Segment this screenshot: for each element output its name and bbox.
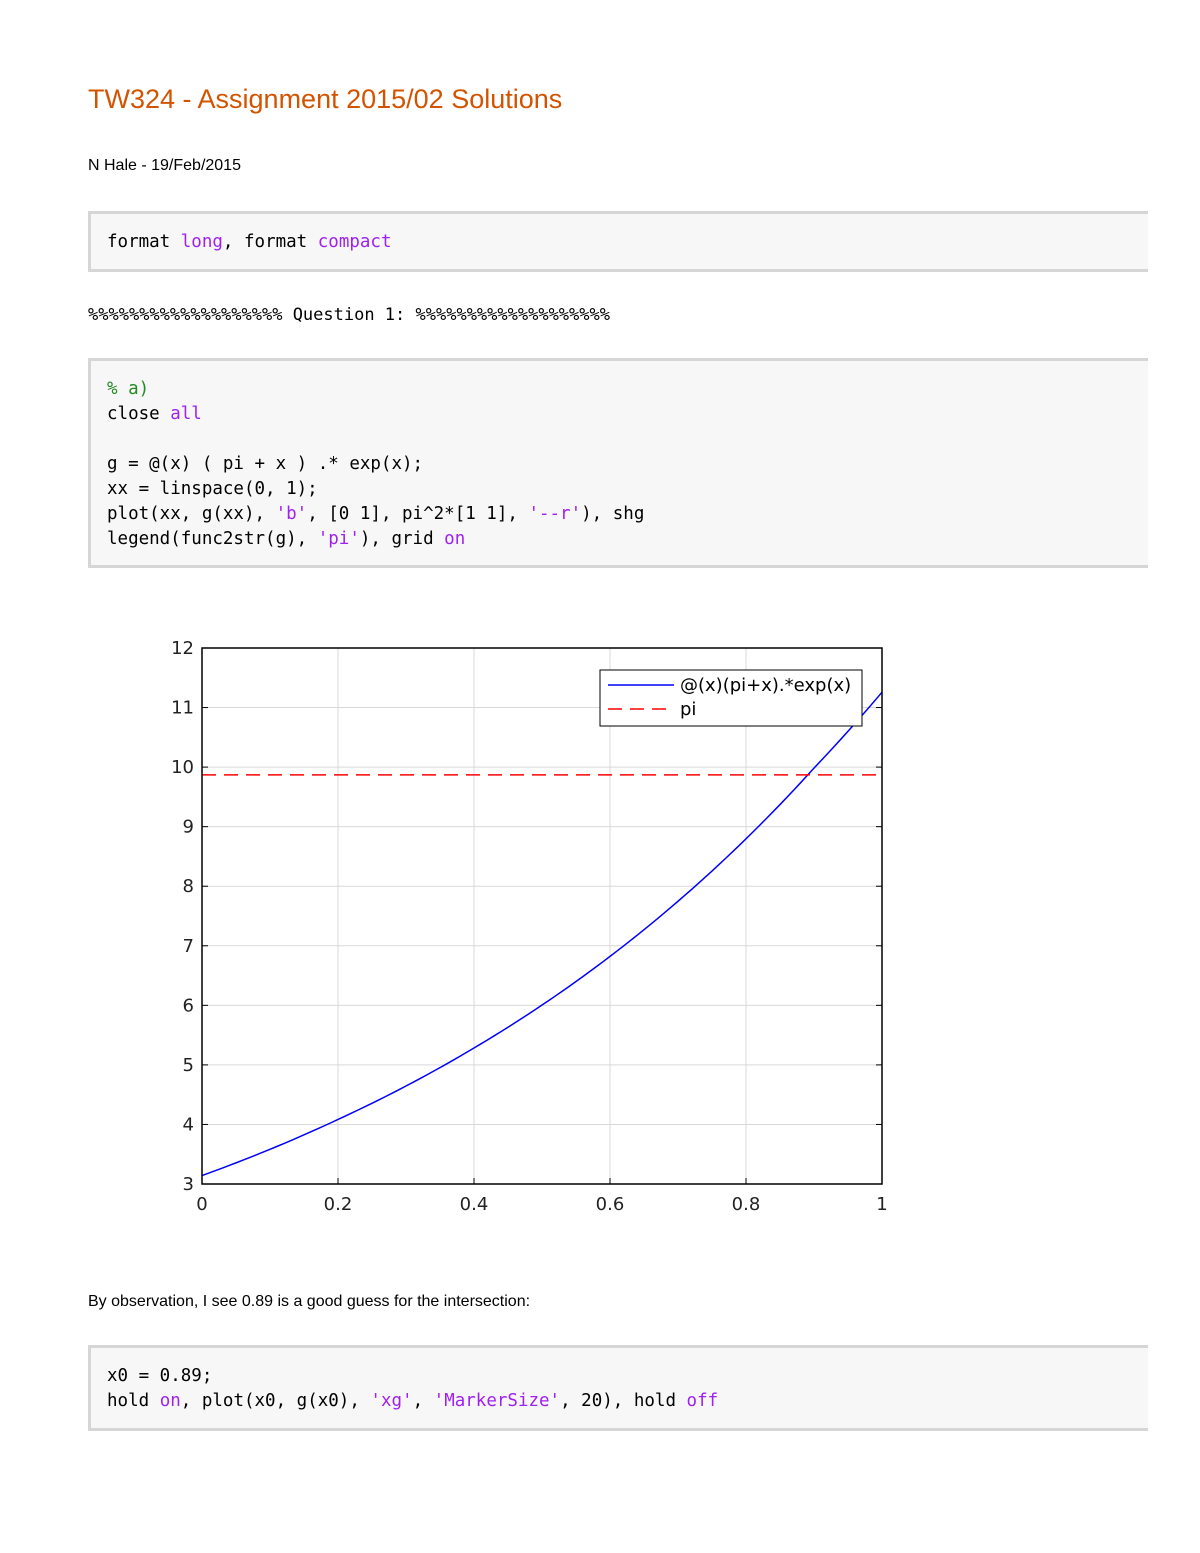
code-line: xx = linspace(0, 1); [107,479,318,499]
code-text: , plot(x0, g(x0), [180,1391,371,1411]
code-string: 'MarkerSize' [433,1391,561,1411]
question-header: %%%%%%%%%%%%%%%%%%% Question 1: %%%%%%%%%%%%%%%%%%% [88,305,610,325]
y-tick-label: 7 [182,935,194,957]
page-title: TW324 - Assignment 2015/02 Solutions [88,84,563,114]
y-tick-label: 4 [182,1114,194,1136]
y-tick-label: 12 [171,638,194,659]
code-text: ), shg [581,504,645,524]
legend [600,670,862,726]
code-text: , format [222,232,318,252]
legend-label-series-2: pi [680,699,697,720]
x-tick-label: 0 [196,1194,208,1215]
code-text: , 20), hold [560,1391,687,1411]
x-tick-label: 0.4 [459,1194,489,1215]
y-tick-label: 5 [182,1054,194,1076]
code-text: ), grid [359,529,445,549]
code-text: , [0 1], pi^2*[1 1], [307,504,529,524]
code-block-plot [88,358,1148,568]
code-keyword: long [180,232,223,252]
code-text: close [107,404,171,424]
x-tick-label: 0.2 [323,1194,353,1215]
code-keyword: on [159,1391,181,1411]
y-tick-label: 10 [171,757,194,779]
code-string: 'pi' [317,529,360,549]
y-tick-label: 3 [182,1174,194,1195]
y-tick-label: 8 [182,876,194,898]
y-tick-label: 9 [182,816,194,838]
line-chart [150,630,910,1230]
code-text: legend(func2str(g), [107,529,318,549]
code-block-format [88,211,1148,272]
plot-area [202,648,882,1184]
code-text: format [107,232,181,252]
legend-label-series-1: @(x)(pi+x).*exp(x) [680,675,852,696]
code-line: x0 = 0.89; [107,1366,213,1386]
code-line: g = @(x) ( pi + x ) .* exp(x); [107,454,424,474]
code-text: hold [107,1391,160,1411]
x-tick-label: 1 [876,1194,888,1215]
x-tick-label: 0.6 [595,1194,625,1215]
x-tick-label: 0.8 [731,1194,761,1215]
observation-text: By observation, I see 0.89 is a good guess for the intersection: [88,1293,531,1310]
code-comment: % a) [107,379,150,399]
code-string: 'b' [275,504,308,524]
code-keyword: compact [317,232,392,252]
code-keyword: on [444,529,466,549]
code-keyword: off [686,1391,719,1411]
code-string: 'xg' [370,1391,413,1411]
y-tick-label: 11 [171,697,194,719]
code-block-guess [88,1345,1148,1431]
code-text: , [412,1391,434,1411]
code-keyword: all [170,404,202,424]
code-text: plot(xx, g(xx), [107,504,276,524]
y-tick-label: 6 [182,995,194,1017]
author-date: N Hale - 19/Feb/2015 [88,157,241,174]
code-string: '--r' [528,504,582,524]
